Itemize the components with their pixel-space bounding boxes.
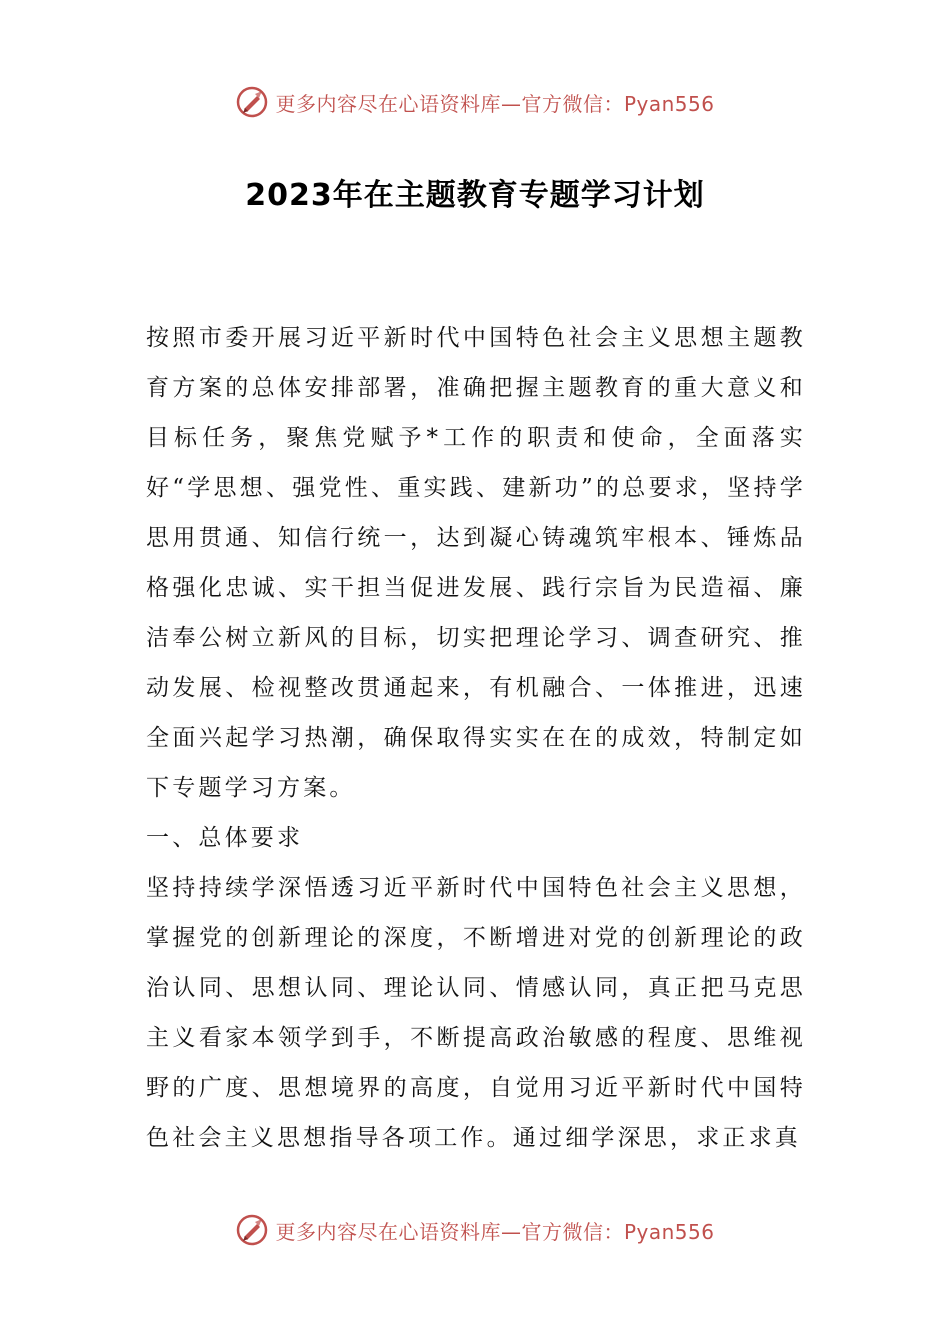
pen-logo-icon	[235, 1213, 269, 1247]
document-body	[146, 313, 806, 1163]
header-banner-text: 更多内容尽在心语资料库—官方微信：Pyan556	[275, 91, 715, 116]
footer-banner	[0, 1210, 950, 1250]
header-banner	[0, 82, 950, 122]
footer-banner-text: 更多内容尽在心语资料库—官方微信：Pyan556	[275, 1219, 715, 1244]
paragraph-requirements: 坚持持续学深悟透习近平新时代中国特色社会主义思想，掌握党的创新理论的深度，不断增进对党的创新理论的政治认同、思想认同、理论认同、情感认同，真正把马克思主义看家本领学到手，不断提高政治敏感的程度、思维视野的广度、思想境界的高度，自觉用习近平新时代中国特色社会主义思想指导各项工作。通过细学深思，求正求真	[146, 875, 806, 1151]
paragraph-intro: 按照市委开展习近平新时代中国特色社会主义思想主题教育方案的总体安排部署，准确把握主题教育的重大意义和目标任务，聚焦党赋予*工作的职责和使命，全面落实好“学思想、强党性、重实践、建新功”的总要求，坚持学思用贯通、知信行统一，达到凝心铸魂筑牢根本、锤炼品格强化忠诚、实干担当促进发展、践行宗旨为民造福、廉洁奉公树立新风的目标，切实把理论学习、调查研究、推动发展、检视整改贯通起来，有机融合、一体推进，迅速全面兴起学习热潮，确保取得实实在在的成效，特制定如下专题学习方案。	[146, 325, 806, 801]
pen-logo-icon	[235, 85, 269, 119]
document-title: 2023年在主题教育专题学习计划	[245, 178, 705, 213]
section-heading-general-requirements: 一、总体要求	[146, 825, 304, 851]
